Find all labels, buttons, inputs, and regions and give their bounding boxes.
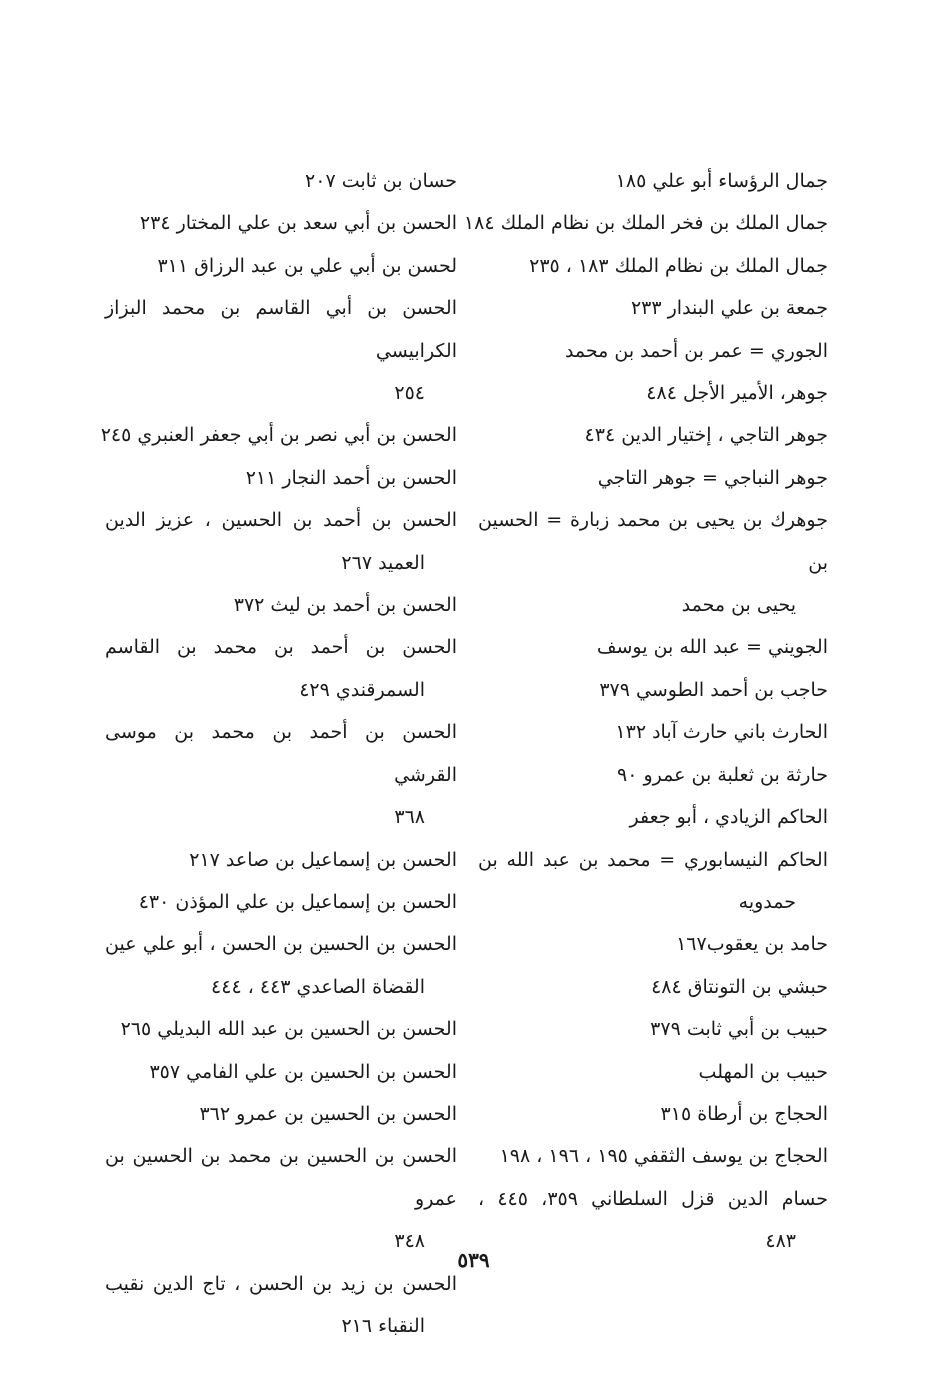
index-entry: الحسن بن أبي القاسم بن محمد البزاز الكرابيسي [105, 297, 457, 362]
index-entry-continuation: ٣٤٨ [394, 1230, 425, 1253]
index-entry: حسان بن ثابت ٢٠٧ [305, 170, 457, 192]
index-entry: حبشي بن التونتاق ٤٨٤ [651, 975, 828, 998]
index-entry: الحسن بن أبي نصر بن أبي جعفر العنبري ٢٤٥ [100, 424, 457, 447]
index-entry: الحسن بن أبي سعد بن علي المختار ٢٣٤ [139, 212, 457, 235]
index-entry: الحسن بن أحمد بن محمد بن القاسم [105, 636, 457, 659]
index-entry-continuation: القضاة الصاعدي ٤٤٣ ، ٤٤٤ [211, 975, 425, 998]
index-entry: حبيب بن أبي ثابت ٣٧٩ [650, 1018, 828, 1041]
index-entry: جمال الرؤساء أبو علي ١٨٥ [615, 170, 828, 192]
index-entry: جوهر التاجي ، إختيار الدين ٤٣٤ [584, 424, 828, 447]
index-entry-continuation: السمرقندي ٤٢٩ [299, 678, 425, 701]
index-entry: الحجاج بن يوسف الثقفي ١٩٥ ، ١٩٦ ، ١٩٨ [499, 1145, 828, 1168]
index-entry: الحجاج بن أرطاة ٣١٥ [660, 1102, 828, 1125]
index-entry: حسام الدين قزل السلطاني ٣٥٩، ٤٤٥ ، [478, 1187, 828, 1210]
index-entry: الحسن بن أحمد بن محمد بن موسى القرشي [105, 721, 457, 786]
index-entry: الحسن بن الحسين بن علي الفامي ٣٥٧ [149, 1060, 457, 1083]
index-entry: الحسن بن زيد بن الحسن ، تاج الدين نقيب [105, 1272, 457, 1295]
index-entry: الحسن بن الحسين بن محمد بن الحسين بن عمرو [105, 1145, 457, 1210]
index-entry: الحسن بن إسماعيل بن علي المؤذن ٤٣٠ [138, 890, 457, 913]
index-entry-continuation: النقباء ٢١٦ [341, 1314, 425, 1337]
index-entry: جوهر النباجي = جوهر التاجي [597, 466, 828, 489]
index-entry: حارثة بن ثعلبة بن عمرو ٩٠ [617, 763, 828, 786]
index-entry: جوهرك بن يحيى بن محمد زبارة = الحسين بن [478, 509, 828, 574]
index-entry-continuation: العميد ٢٦٧ [341, 551, 425, 574]
index-entry: الحسن بن إسماعيل بن صاعد ٢١٧ [189, 848, 457, 871]
index-entry: الحسن بن الحسين بن الحسن ، أبو علي عين [105, 933, 457, 956]
index-entry: الحاكم الزيادي ، أبو جعفر [629, 806, 828, 829]
index-entry-continuation: ٤٨٣ [765, 1230, 796, 1253]
index-entry: الجوري = عمر بن أحمد بن محمد [564, 339, 828, 362]
index-entry-continuation: ٢٥٤ [394, 382, 425, 405]
index-entry: حاجب بن أحمد الطوسي ٣٧٩ [599, 678, 828, 701]
index-entry: جوهر، الأمير الأجل ٤٨٤ [646, 382, 828, 405]
index-entry: الحاكم النيسابوري = محمد بن عبد الله بن [478, 848, 828, 871]
index-entry-continuation: ٣٦٨ [394, 806, 425, 829]
index-entry-continuation: يحيى بن محمد [681, 594, 796, 617]
index-entry: جمال الملك بن نظام الملك ١٨٣ ، ٢٣٥ [529, 254, 828, 277]
index-entry: الحسن بن الحسين بن عمرو ٣٦٢ [199, 1102, 457, 1125]
index-entry: الحارث باني حارث آباد ١٣٢ [615, 721, 828, 744]
index-entry: الحسن بن أحمد النجار ٢١١ [245, 466, 457, 489]
index-entry: جمال الملك بن فخر الملك بن نظام الملك ١٨٤ [463, 212, 828, 235]
index-entry: حبيب بن المهلب [698, 1060, 828, 1083]
index-column-left [100, 160, 457, 1347]
index-entry-continuation: حمدويه [738, 890, 796, 913]
index-entry: الجويني = عبد الله بن يوسف [596, 636, 828, 659]
index-entry: لحسن بن أبي علي بن عبد الرزاق ٣١١ [157, 254, 457, 277]
index-entry: جمعة بن علي البندار ٢٣٣ [630, 297, 828, 320]
page-number: ٥٣٩ [457, 1248, 490, 1272]
index-entry: حامد بن يعقوب١٦٧ [676, 933, 828, 956]
index-entry: الحسن بن الحسين بن عبد الله البديلي ٢٦٥ [120, 1018, 457, 1041]
index-entry: الحسن بن أحمد بن الحسين ، عزيز الدين [105, 509, 457, 532]
index-entry: الحسن بن أحمد بن ليث ٣٧٢ [233, 594, 457, 617]
